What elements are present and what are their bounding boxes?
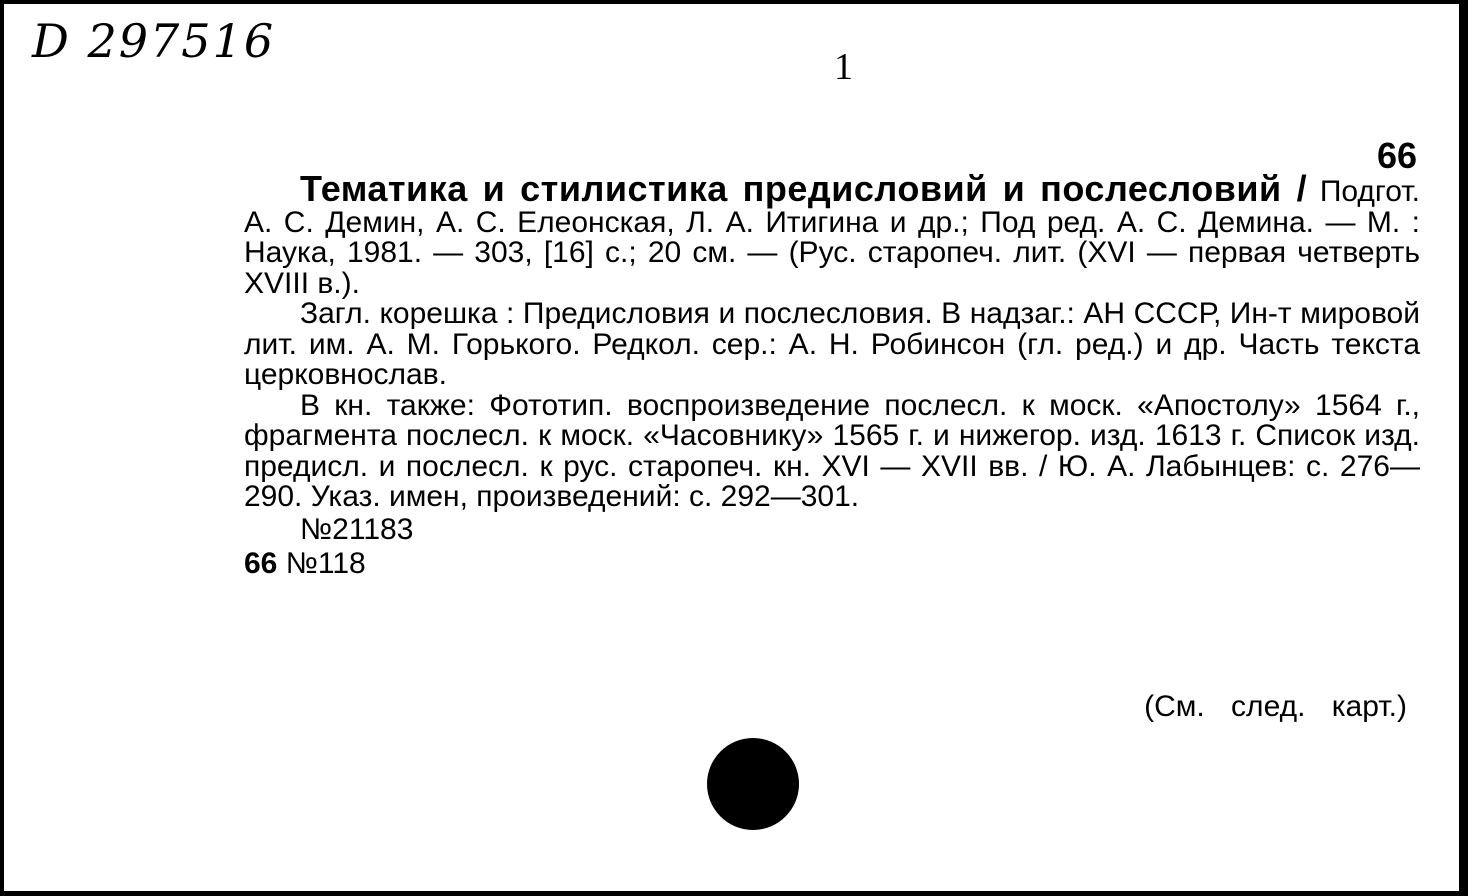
page-number: 1 — [834, 46, 853, 88]
card-text — [244, 168, 1420, 581]
book-description: Подгот. А. С. Демин, А. С. Елеонская, Л. А. Итигина и др.; Под ред. А. С. Демина. — М. : Наука, 1981. — 303, [16] с.; 20 см. — (Рус. старопеч. лит. (XVI — первая четверть XVIII в.). — [244, 175, 1420, 300]
continuation-note: (См. след. карт.) — [1144, 690, 1407, 723]
class-number: 66 — [1376, 135, 1417, 176]
inventory-number: D 297516 — [32, 14, 276, 68]
accession-number-1: №21183 — [300, 512, 414, 546]
note-spine-title: Загл. корешка : Предисловия и послесловия. В надзаг.: АН СССР, Ин-т мировой лит. им. А. М. Горького. Редкол. сер.: А. Н. Робинсон (гл. ред.) и др. Часть текста церковнослав. — [244, 297, 1420, 391]
book-title: Тематика и стилистика предисловий и послесловий / — [300, 168, 1308, 209]
catalog-card — [4, 4, 1462, 891]
accession-line-2 — [244, 547, 1420, 581]
accession-class: 66 — [244, 546, 278, 580]
note-contents: В кн. также: Фототип. воспроизведение послесл. к моск. «Апостолу» 1564 г., фрагмента послесл. к моск. «Часовнику» 1565 г. и нижегор. изд. 1613 г. Список изд. предисл. и послесл. к рус. старопеч. кн. XVI — XVII вв. / Ю. А. Лабынцев: с. 276—290. Указ. имен, произведений: с. 292—301. — [244, 388, 1420, 513]
punch-hole — [707, 738, 799, 830]
accession-number-2: №118 — [285, 546, 366, 580]
